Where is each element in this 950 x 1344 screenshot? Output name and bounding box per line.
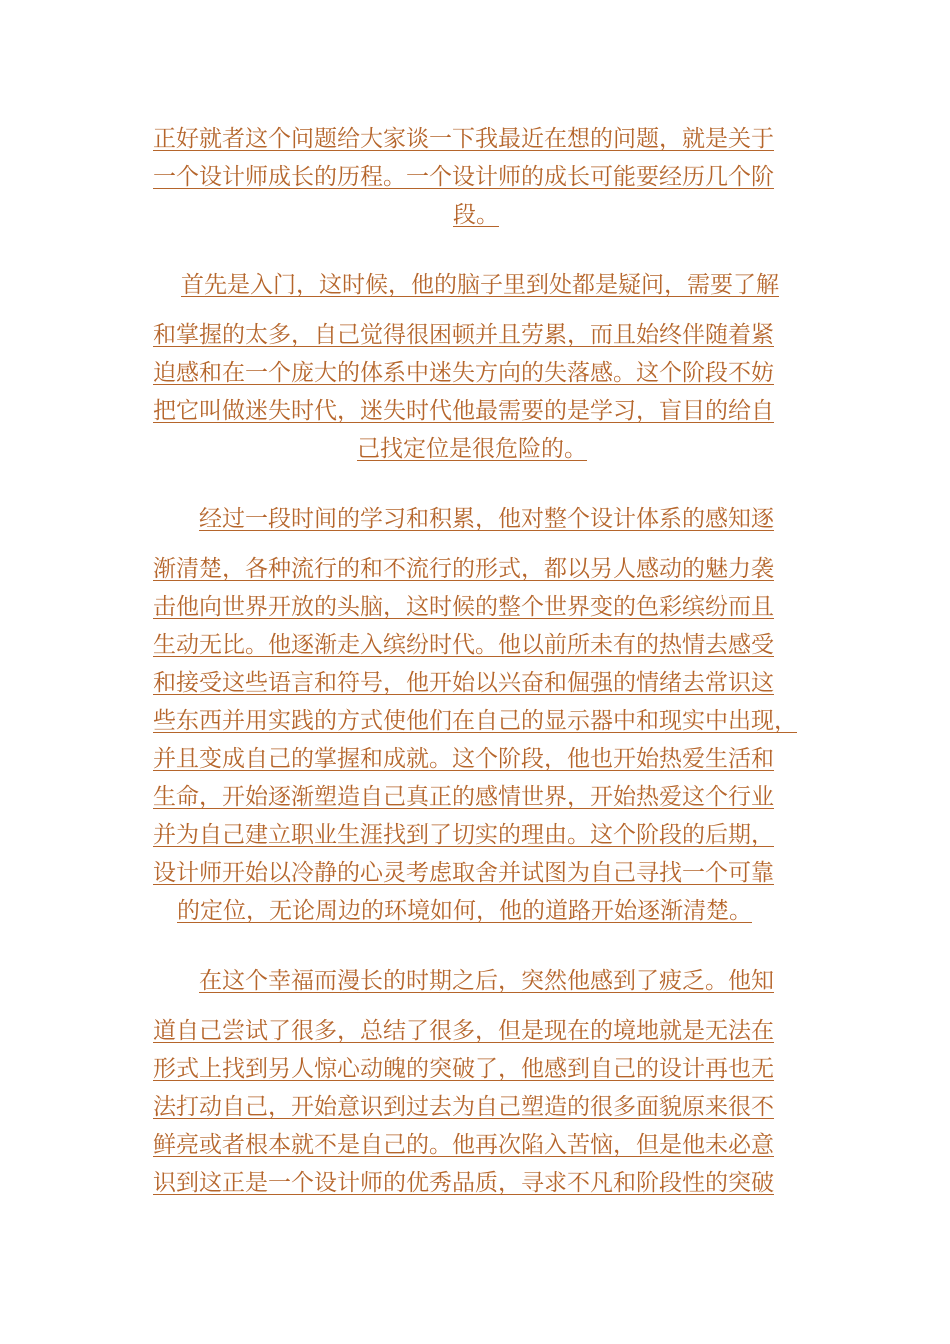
text-line: 段。 [453,202,499,228]
text-line: 在这个幸福而漫长的时期之后，突然他感到了疲乏。他知 [199,968,774,994]
text-line: 道自己尝试了很多，总结了很多，但是现在的境地就是无法在 [153,1018,774,1044]
text-line: 识到这正是一个设计师的优秀品质，寻求不凡和阶段性的突破 [153,1170,774,1196]
text-line: 和接受这些语言和符号，他开始以兴奋和倔强的情绪去常识这 [153,670,774,696]
text-line: 生命，开始逐渐塑造自己真正的感情世界，开始热爱这个行业 [153,784,774,810]
text-line: 设计师开始以冷静的心灵考虑取舍并试图为自己寻找一个可靠 [153,860,774,886]
text-line: 形式上找到另人惊心动魄的突破了，他感到自己的设计再也无 [153,1056,774,1082]
text-line: 的定位，无论周边的环境如何，他的道路开始逐渐清楚。 [177,898,752,924]
text-line: 并为自己建立职业生涯找到了切实的理由。这个阶段的后期， [153,822,774,848]
text-line: 正好就者这个问题给大家谈一下我最近在想的问题，就是关于 [153,126,774,152]
text-line: 鲜亮或者根本就不是自己的。他再次陷入苦恼，但是他未必意 [153,1132,774,1158]
text-line: 些东西并用实践的方式使他们在自己的显示器中和现实中出现， [153,708,797,734]
text-line: 首先是入门，这时候，他的脑子里到处都是疑问，需要了解 [181,272,779,298]
text-line: 己找定位是很危险的。 [357,436,587,462]
text-line: 一个设计师成长的历程。一个设计师的成长可能要经历几个阶 [153,164,774,190]
text-line: 并且变成自己的掌握和成就。这个阶段，他也开始热爱生活和 [153,746,774,772]
text-line: 把它叫做迷失时代，迷失时代他最需要的是学习，盲目的给自 [153,398,774,424]
text-line: 经过一段时间的学习和积累，他对整个设计体系的感知逐 [199,506,774,532]
text-line: 渐清楚，各种流行的和不流行的形式，都以另人感动的魅力袭 [153,556,774,582]
text-line: 迫感和在一个庞大的体系中迷失方向的失落感。这个阶段不妨 [153,360,774,386]
text-line: 击他向世界开放的头脑，这时候的整个世界变的色彩缤纷而且 [153,594,774,620]
text-line: 和掌握的太多，自己觉得很困顿并且劳累，而且始终伴随着紧 [153,322,774,348]
text-line: 生动无比。他逐渐走入缤纷时代。他以前所未有的热情去感受 [153,632,774,658]
text-line: 法打动自己，开始意识到过去为自己塑造的很多面貌原来很不 [153,1094,774,1120]
